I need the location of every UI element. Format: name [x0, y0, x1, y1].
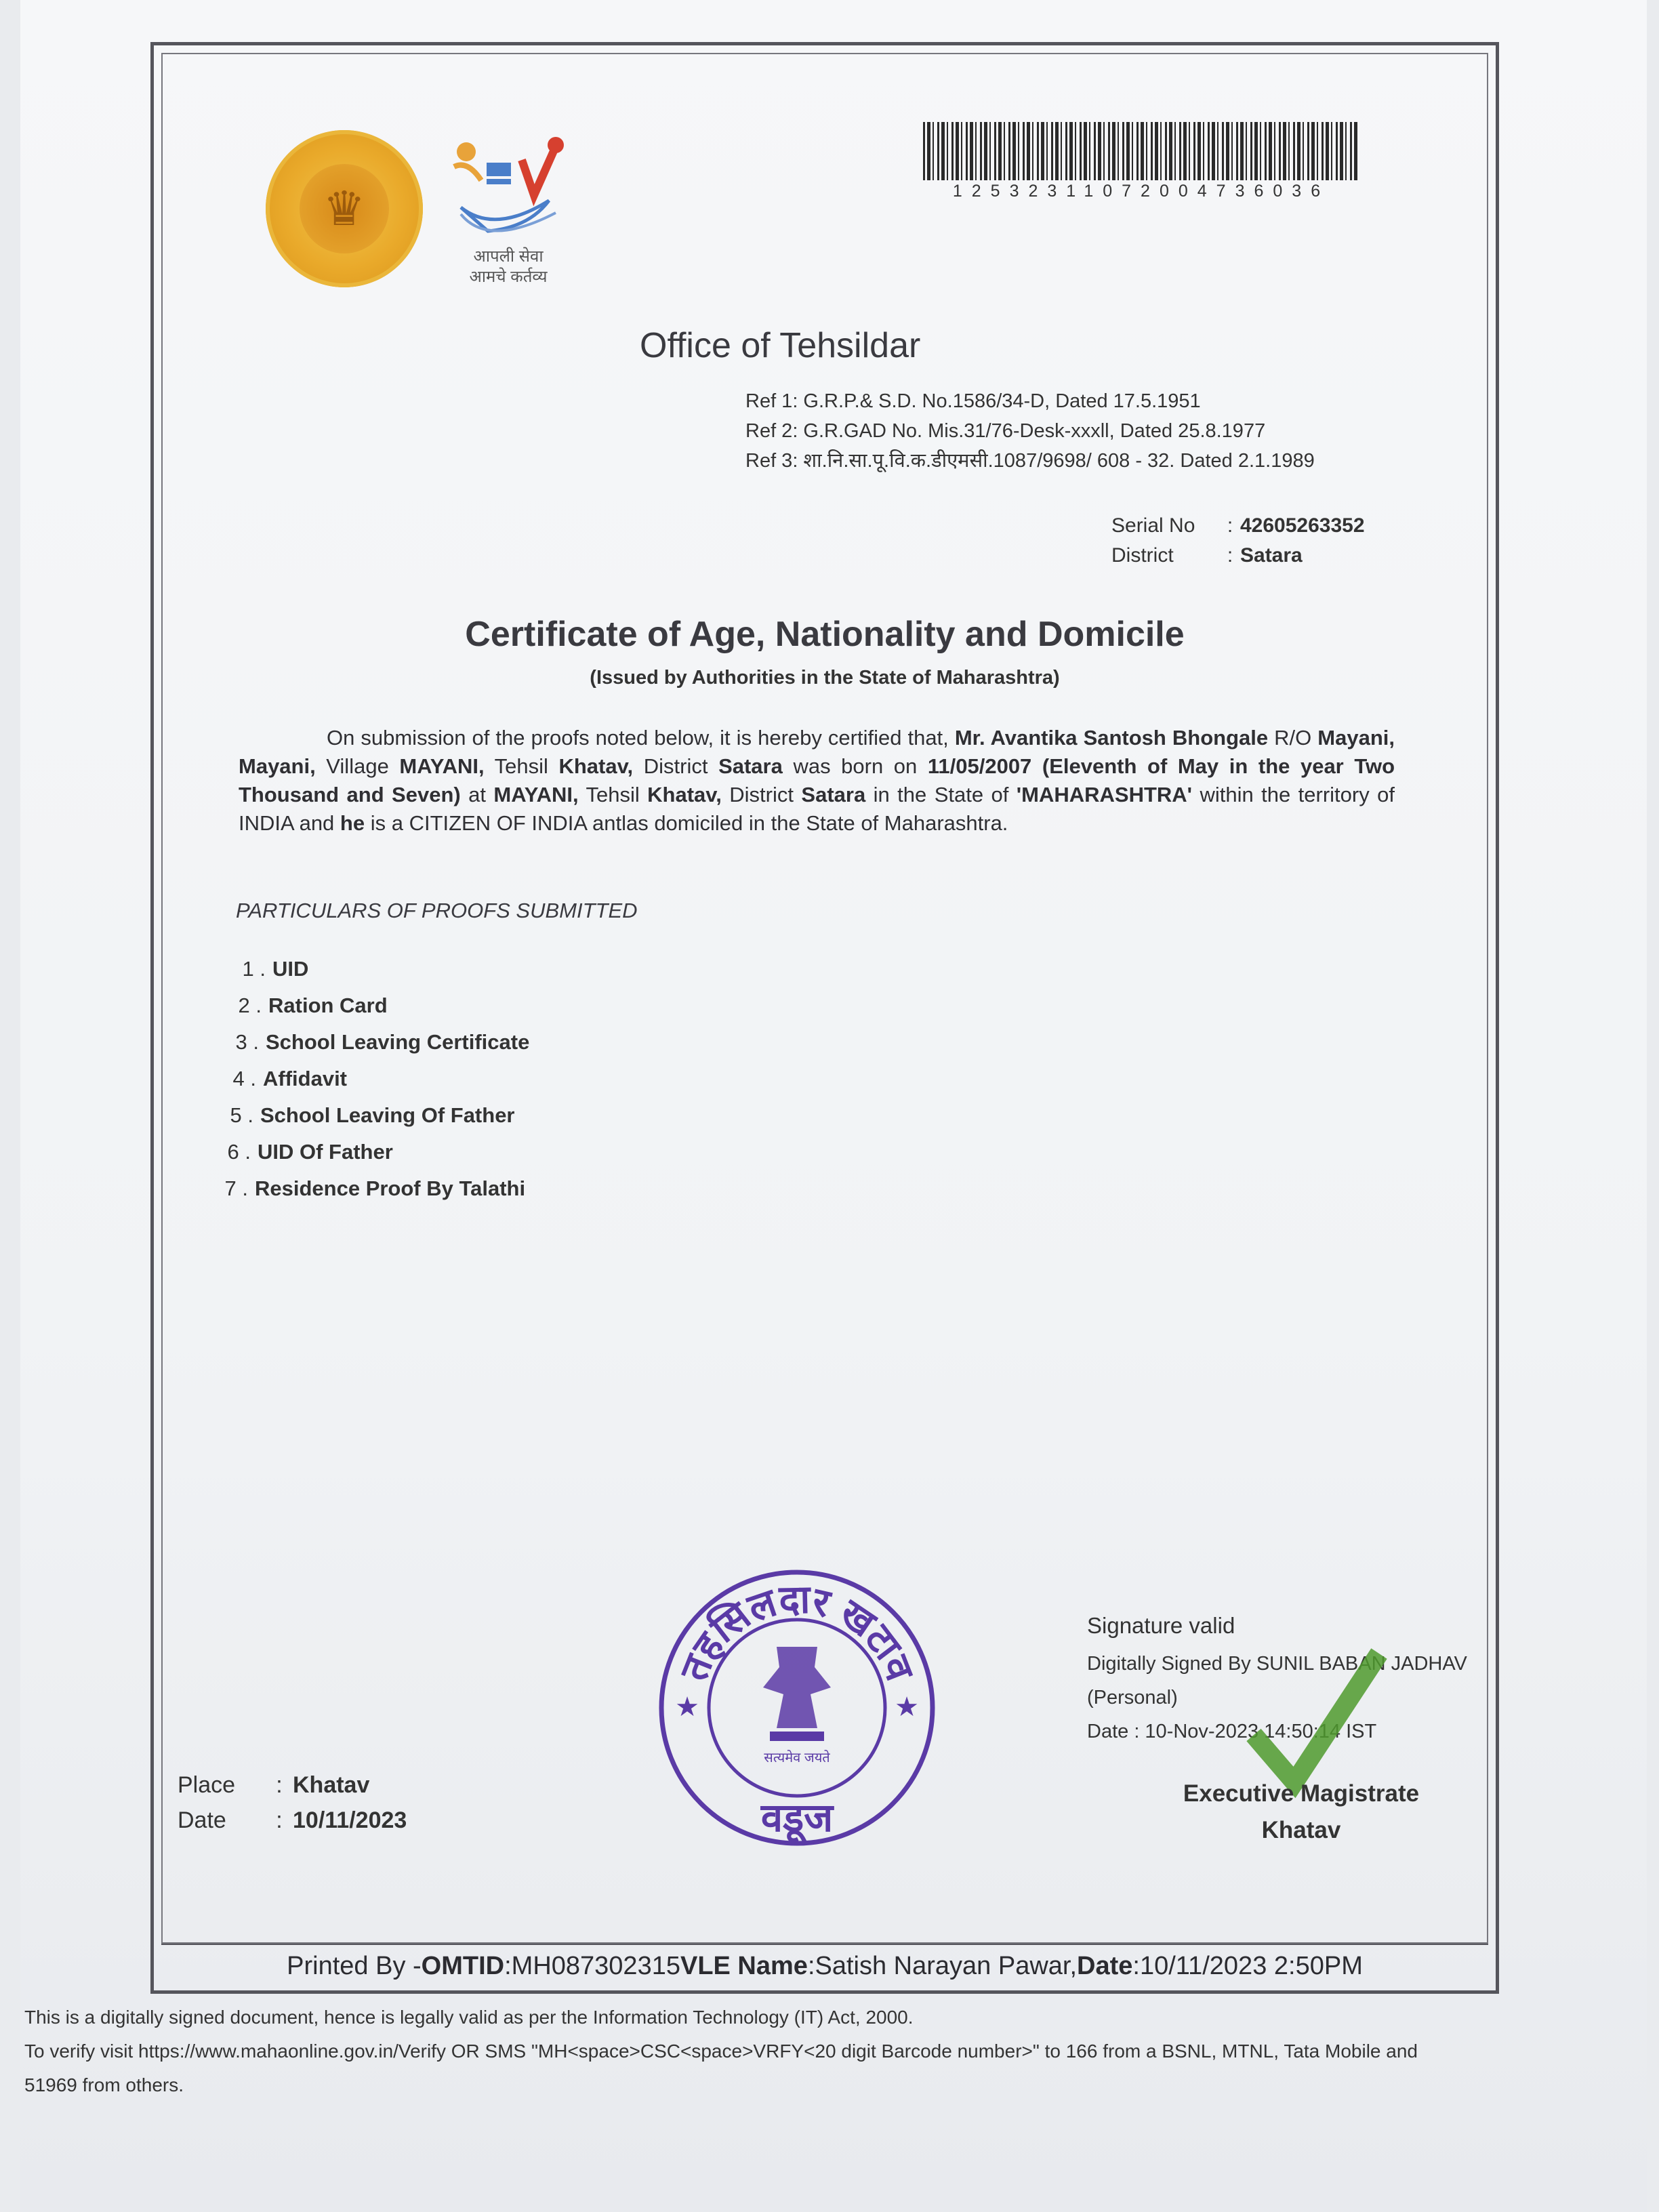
list-item: 2 . Ration Card	[238, 994, 388, 1017]
logo-caption-2: आमचे कर्तव्य	[469, 268, 548, 286]
serial-value: 42605263352	[1240, 514, 1365, 537]
logo-caption-1: आपली सेवा	[473, 247, 544, 266]
district-value: Satara	[1240, 544, 1303, 567]
ref-3: Ref 3: शा.नि.सा.पू.वि.क.डीएमसी.1087/9698/ 608 - 32. Dated 2.1.1989	[745, 450, 1315, 472]
list-item: 6 . UID Of Father	[227, 1140, 393, 1164]
date-label: Date	[178, 1807, 226, 1833]
list-item: 3 . School Leaving Certificate	[235, 1030, 530, 1054]
list-item: 7 . Residence Proof By Talathi	[224, 1176, 526, 1200]
magistrate-title: Executive Magistrate Khatav	[1183, 1780, 1420, 1843]
stamp-bottom-text: वडूज	[760, 1796, 834, 1840]
place-value: Khatav	[293, 1772, 370, 1798]
stamp-top-text: तहसिलदार खटाव	[672, 1577, 922, 1687]
proofs-list	[224, 957, 529, 1213]
barcode	[923, 122, 1359, 180]
certification-paragraph: On submission of the proofs noted below, it is hereby certified that, Mr. Avantika Santosh Bhongale R/O Mayani, Mayani, Village MAYANI, Tehsil Khatav, District Satara was born on 11/05/2007 (Eleventh of May in the year Two Thousand and Seven) at MAYANI, Tehsil Khatav, District Satara in the State of 'MAHARASHTRA' within the territory of INDIA and he is a CITIZEN OF INDIA antlas domiciled in the State of Maharashtra.	[239, 726, 1395, 835]
proofs-heading: PARTICULARS OF PROOFS SUBMITTED	[236, 899, 638, 922]
place-date-block: Place : Khatav Date : 10/11/2023	[178, 1767, 407, 1838]
signature-valid-text: Signature valid	[1087, 1613, 1235, 1638]
signed-by-text: Digitally Signed By SUNIL BABAN JADHAV	[1087, 1653, 1467, 1675]
ref-2: Ref 2: G.R.GAD No. Mis.31/76-Desk-xxxll, Dated 25.8.1977	[745, 420, 1266, 442]
certificate-subtitle: (Issued by Authorities in the State of Maharashtra)	[590, 667, 1060, 689]
district-label: District	[1111, 544, 1174, 567]
signed-personal-text: (Personal)	[1087, 1687, 1178, 1708]
office-title: Office of Tehsildar	[640, 326, 921, 365]
svg-text:★: ★	[895, 1692, 919, 1722]
list-item: 5 . School Leaving Of Father	[230, 1103, 515, 1127]
footer-line-1: This is a digitally signed document, hence is legally valid as per the Information Technology (IT) Act, 2000.	[24, 2007, 914, 2028]
applicant-name: Mr. Avantika Santosh Bhongale	[954, 726, 1269, 750]
date-of-birth: 11/05/2007 (Eleventh of May in the year Two Thousand and Seven)	[239, 754, 1395, 806]
svg-text:★: ★	[675, 1692, 699, 1722]
list-item: 4 . Affidavit	[232, 1067, 347, 1090]
list-item: 1 . UID	[242, 957, 309, 981]
date-value: 10/11/2023	[293, 1807, 407, 1833]
references	[745, 386, 1315, 476]
aaple-sarkar-logo-icon	[447, 133, 569, 289]
ref-1: Ref 1: G.R.P.& S.D. No.1586/34-D, Dated 17.5.1951	[745, 390, 1201, 412]
footer-line-3: 51969 from others.	[24, 2074, 184, 2095]
footer-line-2: To verify visit https://www.mahaonline.gov.in/Verify OR SMS "MH<space>CSC<space>VRFY<20 digit Barcode number>" to 166 from a BSNL, MTNL, Tata Mobile and	[24, 2041, 1418, 2062]
barcode-number: 125323110720047360​36	[952, 182, 1330, 201]
certificate-title: Certificate of Age, Nationality and Domicile	[465, 615, 1185, 654]
stamp-motto: सत्यमेव जयते	[764, 1750, 830, 1765]
serial-label: Serial No	[1111, 514, 1195, 537]
place-label: Place	[178, 1772, 236, 1798]
printed-by-bar: Printed By - OMTID :MH087302315 VLE Name :Satish Narayan Pawar, Date :10/11/2023 2:50PM	[161, 1944, 1488, 1987]
tehsildar-stamp-icon	[655, 1565, 939, 1850]
maharashtra-seal-icon: ♛	[266, 130, 423, 287]
signed-date-text: Date : 10-Nov-2023 14:50:14 IST	[1087, 1721, 1377, 1742]
serial-block: Serial No : 42605263352 District : Satara	[1111, 511, 1365, 571]
verification-footer	[24, 2001, 1637, 2102]
